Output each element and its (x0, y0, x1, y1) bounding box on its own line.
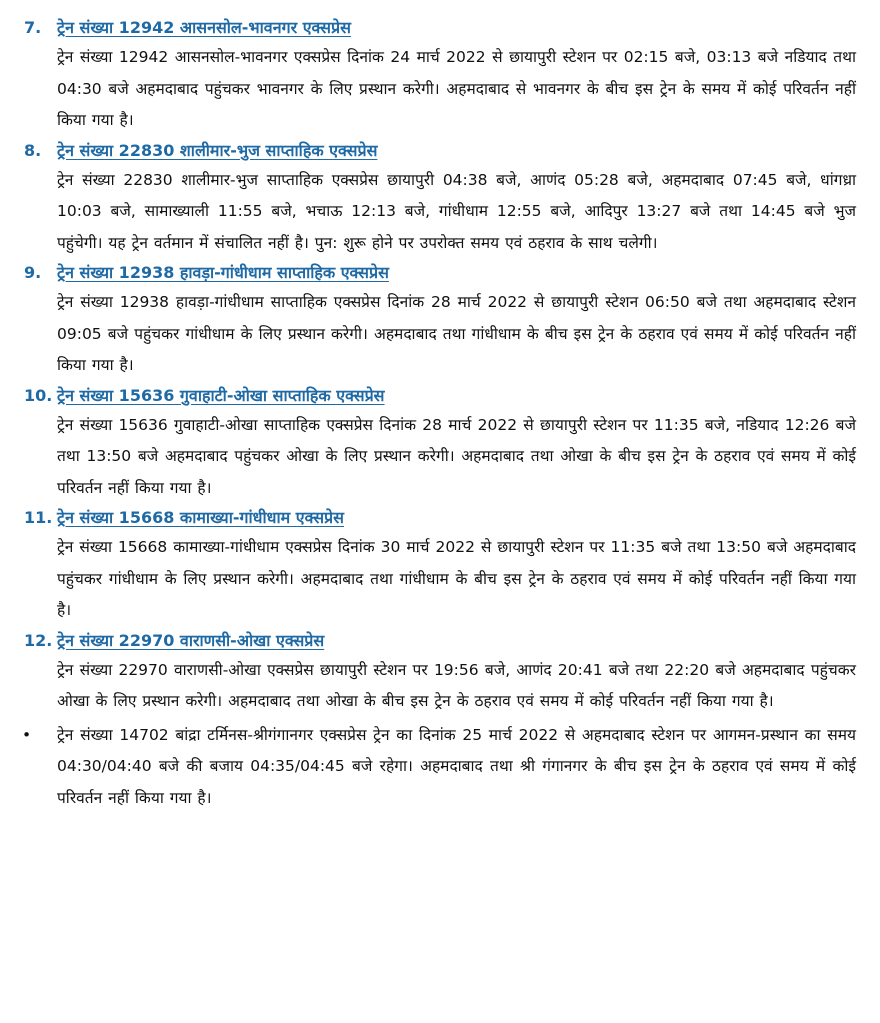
document-page (0, 14, 880, 814)
entry-heading (0, 259, 880, 287)
entry-number: 10. (24, 385, 53, 405)
train-entry-10 (0, 382, 880, 505)
train-entry-9 (0, 259, 880, 382)
entry-heading (0, 627, 880, 655)
entry-heading (0, 504, 880, 532)
entry-title-link[interactable]: ट्रेन संख्या 22830 शालीमार-भुज साप्ताहिक एक्सप्रेस (57, 140, 378, 160)
entry-description: ट्रेन संख्या 15668 कामाख्या-गांधीधाम एक्सप्रेस दिनांक 30 मार्च 2022 से छायापुरी स्टेशन पर 11:35 बजे तथा 13:50 बजे अहमदाबाद पहुंचकर गांधीधाम के लिए प्रस्थान करेगी। अहमदाबाद तथा गांधीधाम के बीच इस ट्रेन के ठहराव एवं समय में कोई परिवर्तन नहीं किया गया है। (57, 538, 856, 619)
entry-description: ट्रेन संख्या 22830 शालीमार-भुज साप्ताहिक एक्सप्रेस छायापुरी 04:38 बजे, आणंद 05:28 बजे, अहमदाबाद 07:45 बजे, धांगध्रा 10:03 बजे, सामाख्याली 11:55 बजे, भचाऊ 12:13 बजे, गांधीधाम 12:55 बजे, आदिपुर 13:27 बजे तथा 14:45 बजे भुज पहुंचेगी। यह ट्रेन वर्तमान में संचालित नहीं है। पुन: शुरू होने पर उपरोक्त समय एवं ठहराव के साथ चलेगी। (57, 170, 856, 252)
bullet-icon: • (22, 725, 32, 744)
entry-heading (0, 382, 880, 410)
entry-number: 11. (24, 508, 53, 527)
entry-description: ट्रेन संख्या 12938 हावड़ा-गांधीधाम साप्ताहिक एक्सप्रेस दिनांक 28 मार्च 2022 से छायापुरी स्टेशन 06:50 बजे तथा अहमदाबाद स्टेशन 09:05 बजे पहुंचकर गांधीधाम के लिए प्रस्थान करेगी। अहमदाबाद तथा गांधीधाम के बीच इस ट्रेन के ठहराव एवं समय में कोई परिवर्तन नहीं किया गया है। (57, 293, 856, 374)
entry-title-link[interactable]: ट्रेन संख्या 22970 वाराणसी-ओखा एक्सप्रेस (57, 630, 325, 650)
bullet-note (0, 720, 880, 815)
entry-heading (0, 14, 880, 42)
train-entry-8 (0, 137, 880, 260)
entry-heading (0, 137, 880, 165)
entry-description: ट्रेन संख्या 12942 आसनसोल-भावनगर एक्सप्रेस दिनांक 24 मार्च 2022 से छायापुरी स्टेशन पर 02:15 बजे, 03:13 बजे नडियाद तथा 04:30 बजे अहमदाबाद पहुंचकर भावनगर के लिए प्रस्थान करेगी। अहमदाबाद से भावनगर के बीच इस ट्रेन के समय में कोई परिवर्तन नहीं किया गया है। (57, 48, 856, 129)
entry-description: ट्रेन संख्या 22970 वाराणसी-ओखा एक्सप्रेस छायापुरी स्टेशन पर 19:56 बजे, आणंद 20:41 बजे तथा 22:20 बजे अहमदाबाद पहुंचकर ओखा के लिए प्रस्थान करेगी। अहमदाबाद तथा ओखा के बीच इस ट्रेन के ठहराव एवं समय में कोई परिवर्तन नहीं किया गया है। (57, 660, 856, 710)
entry-number: 8. (24, 140, 42, 160)
entry-description: ट्रेन संख्या 15636 गुवाहाटी-ओखा साप्ताहिक एक्सप्रेस दिनांक 28 मार्च 2022 से छायापुरी स्टेशन पर 11:35 बजे, नडियाद 12:26 बजे तथा 13:50 बजे अहमदाबाद पहुंचकर ओखा के लिए प्रस्थान करेगी। अहमदाबाद तथा ओखा के बीच इस ट्रेन के ठहराव एवं समय में कोई परिवर्तन नहीं किया गया है। (57, 415, 856, 497)
entry-title-link[interactable]: ट्रेन संख्या 15636 गुवाहाटी-ओखा साप्ताहिक एक्सप्रेस (57, 385, 385, 405)
train-entry-11 (0, 504, 880, 627)
entry-title-link[interactable]: ट्रेन संख्या 12942 आसनसोल-भावनगर एक्सप्रेस (57, 18, 351, 37)
train-entry-12 (0, 627, 880, 718)
bullet-description: ट्रेन संख्या 14702 बांद्रा टर्मिनस-श्रीगंगानगर एक्सप्रेस ट्रेन का दिनांक 25 मार्च 2022 से अहमदाबाद स्टेशन पर आगमन-प्रस्थान का समय 04:30/04:40 बजे की बजाय 04:35/04:45 बजे रहेगा। अहमदाबाद तथा श्री गंगानगर के बीच इस ट्रेन के ठहराव एवं समय में कोई परिवर्तन नहीं किया गया है। (57, 725, 856, 807)
entry-number: 12. (24, 630, 53, 650)
entry-title-link[interactable]: ट्रेन संख्या 12938 हावड़ा-गांधीधाम साप्ताहिक एक्सप्रेस (57, 263, 389, 282)
entry-number: 7. (24, 18, 42, 37)
entry-number: 9. (24, 263, 42, 282)
train-entry-7 (0, 14, 880, 137)
entry-title-link[interactable]: ट्रेन संख्या 15668 कामाख्या-गांधीधाम एक्सप्रेस (57, 508, 344, 527)
